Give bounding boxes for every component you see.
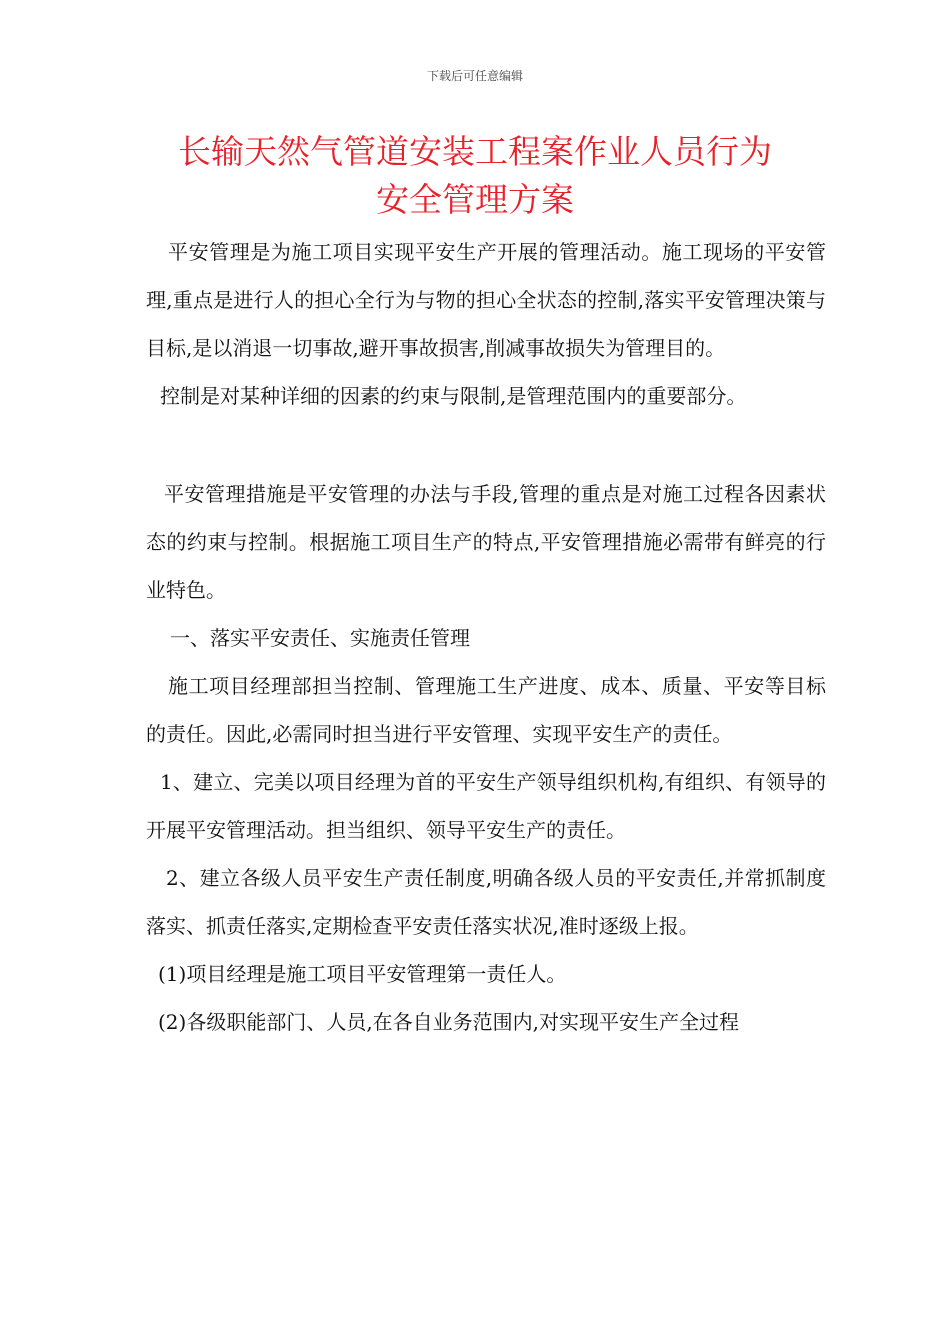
paragraph-control: 控制是对某种详细的因素的约束与限制,是管理范围内的重要部分。 <box>160 384 747 408</box>
section-heading-1: 一、落实平安责任、实施责任管理 <box>170 626 470 650</box>
sub-item-2: (2)各级职能部门、人员,在各自业务范围内,对实现平安生产全过程 <box>158 1010 740 1034</box>
paragraph-intro: 平安管理是为施工项目实现平安生产开展的管理活动。施工现场的平安管理,重点是进行人的担心全行为与物的担心全状态的控制,落实平安管理决策与目标,是以消退一切事故,避开事故损害,削减事故损失为管理目的。 <box>146 240 826 360</box>
paragraph-measures: 平安管理措施是平安管理的办法与手段,管理的重点是对施工过程各因素状态的约束与控制。根据施工项目生产的特点,平安管理措施必需带有鲜亮的行业特色。 <box>146 482 826 602</box>
paragraph-responsibility: 施工项目经理部担当控制、管理施工生产进度、成本、质量、平安等目标的责任。因此,必需同时担当进行平安管理、实现平安生产的责任。 <box>146 674 826 746</box>
list-item-2: 2、建立各级人员平安生产责任制度,明确各级人员的平安责任,并常抓制度落实、抓责任落实,定期检查平安责任落实状况,准时逐级上报。 <box>146 866 826 938</box>
title-line-1: 长输天然气管道安装工程案作业人员行为 <box>178 132 772 171</box>
document-title <box>100 128 850 224</box>
document-body <box>146 228 826 1046</box>
sub-item-1: (1)项目经理是施工项目平安管理第一责任人。 <box>158 962 567 986</box>
paragraph-gap <box>146 420 826 470</box>
title-line-2: 安全管理方案 <box>376 180 574 219</box>
header-note: 下载后可任意编辑 <box>426 69 523 83</box>
list-item-1: 1、建立、完美以项目经理为首的平安生产领导组织机构,有组织、有领导的开展平安管理活动。担当组织、领导平安生产的责任。 <box>146 770 826 842</box>
